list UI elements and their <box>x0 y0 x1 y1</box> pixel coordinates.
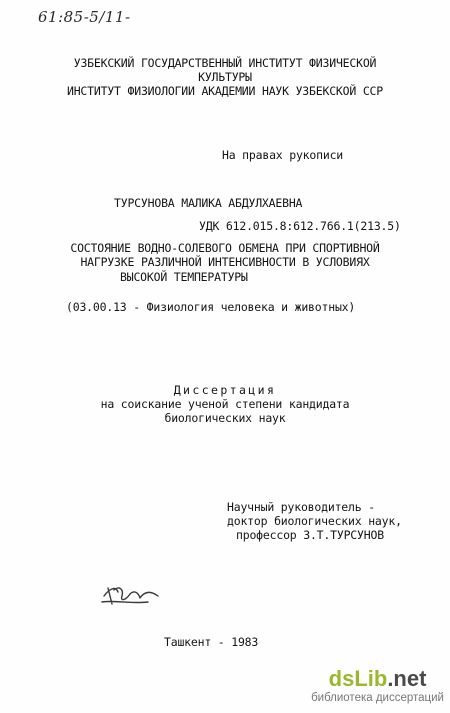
supervisor-line-2: доктор биологических наук, <box>227 514 402 528</box>
udk-code: УДК 612.015.8:612.766.1(213.5) <box>199 219 401 233</box>
supervisor-line-3: профессор З.Т.ТУРСУНОВ <box>236 528 384 542</box>
watermark <box>311 667 444 705</box>
dissertation-line-1: на соискание ученой степени кандидата <box>100 397 350 411</box>
watermark-tagline: библиотека диссертаций <box>311 692 444 704</box>
specialty: (03.00.13 - Физиология человека и животных) <box>66 300 356 314</box>
header-line-2: КУЛЬТУРЫ <box>198 70 252 84</box>
title-line-3: ВЫСОКОЙ ТЕМПЕРАТУРЫ <box>120 270 248 284</box>
header-line-3: ИНСТИТУТ ФИЗИОЛОГИИ АКАДЕМИИ НАУК УЗБЕКСКОЙ ССР <box>66 84 383 98</box>
handwritten-code: 61:85-5/11- <box>38 8 131 26</box>
watermark-logo: dsLib.net <box>328 666 427 691</box>
signature-icon <box>100 582 162 608</box>
author-name: ТУРСУНОВА МАЛИКА АБДУЛХАЕВНА <box>114 196 303 210</box>
supervisor-line-1: Научный руководитель - <box>227 500 375 514</box>
dissertation-line-2: биологических наук <box>164 411 286 425</box>
title-line-2: НАГРУЗКЕ РАЗЛИЧНОЙ ИНТЕНСИВНОСТИ В УСЛОВИЯХ <box>80 255 370 269</box>
dissertation-heading: Диссертация <box>173 383 277 397</box>
city-year: Ташкент - 1983 <box>164 635 259 649</box>
manuscript-note: На правах рукописи <box>222 148 344 162</box>
title-line-1: СОСТОЯНИЕ ВОДНО-СОЛЕВОГО ОБМЕНА ПРИ СПОРТИВНОЙ <box>70 241 380 255</box>
header-line-1: УЗБЕКСКИЙ ГОСУДАРСТВЕННЫЙ ИНСТИТУТ ФИЗИЧЕСКОЙ <box>73 56 377 70</box>
